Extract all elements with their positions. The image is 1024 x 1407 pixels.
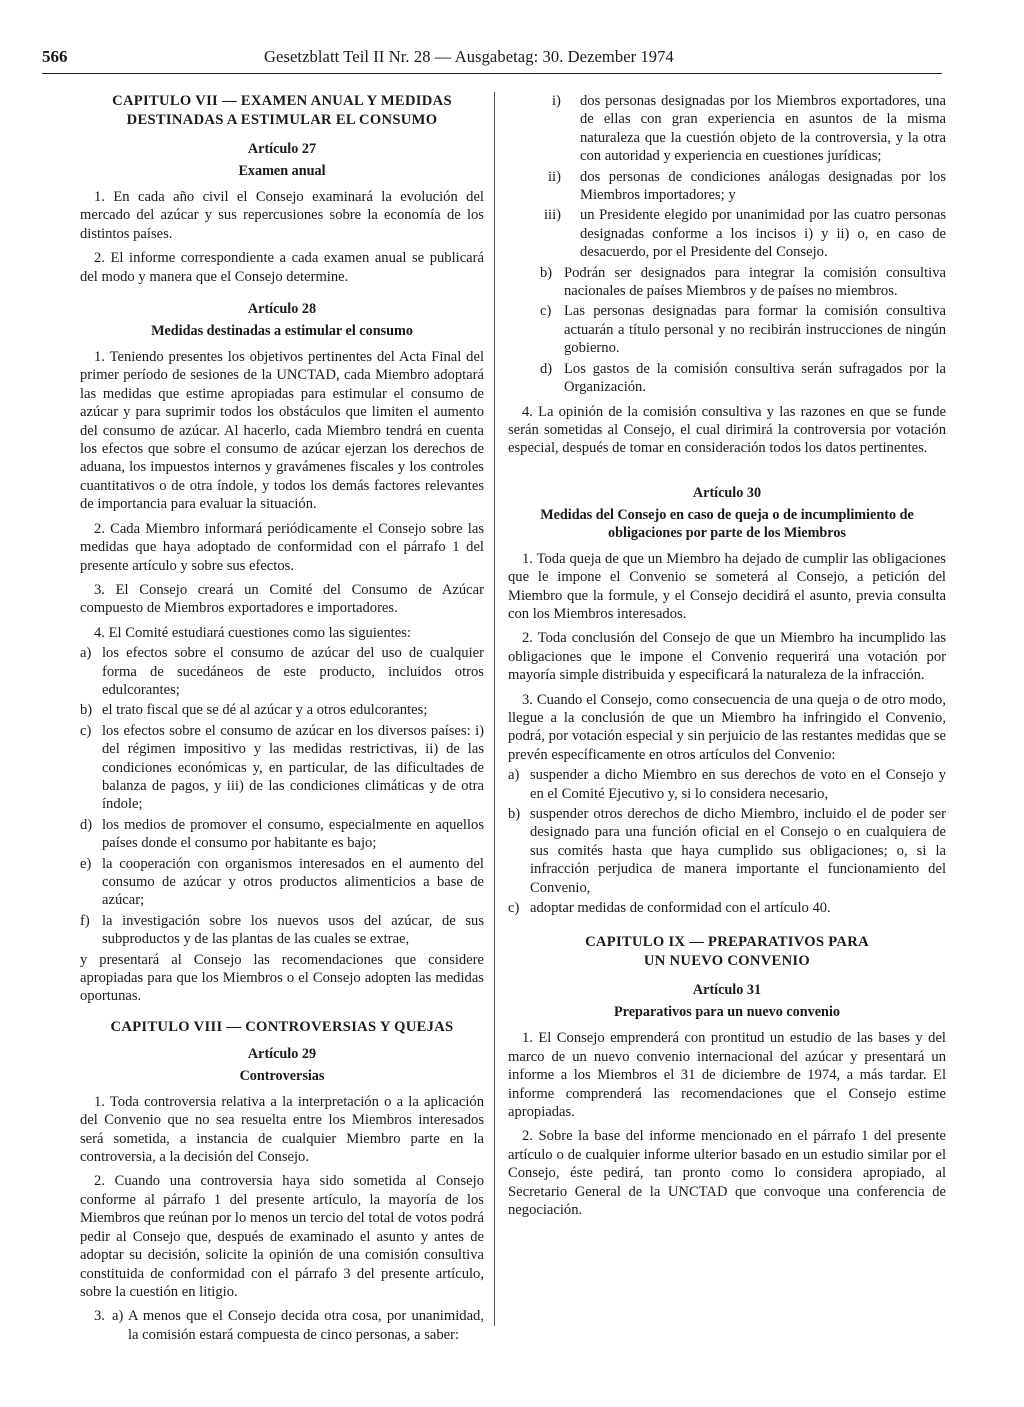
list-text: dos personas de condiciones análogas designadas por los Miembros importadores; y	[580, 168, 946, 204]
list-text: Los gastos de la comisión consultiva serán sufragados por la Organización.	[564, 360, 946, 396]
list-text: Podrán ser designados para integrar la comisión consultiva nacionales de países Miembros y de países no miembros.	[564, 264, 946, 300]
paragraph: 1. Toda queja de que un Miembro ha dejado de cumplir las obligaciones que le impone el Convenio se someterá al Consejo, a petición del Miembro que la formule, y el Consejo decidirá el asunto, previa consulta con los Miembros interesados.	[508, 550, 946, 622]
list-item	[80, 816, 484, 853]
list-label: a)	[80, 645, 92, 662]
list-item	[508, 302, 946, 357]
article-31-title: Artículo 31	[692, 982, 762, 999]
list-text: Las personas designadas para formar la comisión consultiva actuarán a título personal y no recibirán instrucciones de ningún gobierno.	[564, 303, 946, 357]
list-label: a)	[508, 767, 520, 784]
page-header	[42, 47, 942, 74]
paragraph: 2. Cuando una controversia haya sido sometida al Consejo conforme al párrafo 1 del presente artículo, la mayoría de los Miembros que reúnan por lo menos un tercio del total de votos podrá pedir al Consejo que, después de examinado el asunto y antes de adoptar su decisión, solicite la opinión de una comisión consultiva constituida de conformidad con el párrafo 3 del presente artículo, sobre la cuestión en litigio.	[80, 1173, 484, 1300]
list-item	[508, 168, 946, 205]
paragraph: 4. El Comité estudiará cuestiones como las siguientes:	[94, 624, 411, 641]
article-28-subtitle: Medidas destinadas a estimular el consumo	[151, 323, 413, 340]
paragraph: 3. Cuando el Consejo, como consecuencia de una queja o de otro modo, llegue a la conclusión de que un Miembro ha infringido el Convenio, podrá, por votación especial y sin perjuicio de las restantes medidas que se prevén específicamente en otros artículos del Convenio:	[508, 691, 946, 763]
paragraph: 4. La opinión de la comisión consultiva y las razones en que se funde serán sometidas al Consejo, el cual dirimirá la controversia por votación especial, después de tomar en consideración todos los datos pertinentes.	[508, 403, 946, 457]
list-text: A menos que el Consejo decida otra cosa, por unanimidad, la comisión estará compuesta de cinco personas, a saber:	[128, 1308, 484, 1343]
paragraph: 1. Teniendo presentes los objetivos pertinentes del Acta Final del primer período de sesiones de la UNCTAD, cada Miembro adoptará las medidas que estime apropiadas para estimular el consumo de azúcar y para suprimir todos los obstáculos que limiten el aumento del consumo de azúcar. Al hacerlo, cada Miembro tendrá en cuenta los efectos que sobre el consumo de azúcar ejerzan los derechos de aduana, los impuestos internos y gravámenes fiscales y los controles cuantitativos o de otra índole, y todos los demás factores relevantes de importancia para evaluar la situación.	[80, 349, 484, 513]
chapter-8-heading: CAPITULO VIII — CONTROVERSIAS Y QUEJAS	[110, 1018, 454, 1035]
list-label: c)	[540, 303, 552, 320]
paragraph: 1. Toda controversia relativa a la interpretación o a la aplicación del Convenio que no sea resuelta entre los Miembros interesados será sometida, a instancia de cualquier Miembro parte en la controversia, a la decisión del Consejo.	[80, 1093, 484, 1166]
paragraph: 2. El informe correspondiente a cada examen anual se publicará del modo y manera que el Consejo determine.	[80, 250, 484, 285]
list-item	[508, 766, 946, 803]
list-item	[508, 360, 946, 397]
list-label: a)	[112, 1308, 124, 1325]
paragraph: 3. El Consejo creará un Comité del Consumo de Azúcar compuesto de Miembros exportadores e importadores.	[80, 581, 484, 617]
list-label: e)	[80, 855, 92, 872]
list-item	[80, 701, 484, 719]
list-item	[508, 899, 946, 917]
paragraph-number: 3.	[94, 1308, 105, 1325]
list-label: i)	[552, 93, 561, 109]
article-29-subtitle: Controversias	[239, 1067, 325, 1084]
article-27-subtitle: Examen anual	[238, 163, 326, 179]
page-number: 566	[42, 47, 68, 66]
list-item	[80, 912, 484, 949]
list-text: un Presidente elegido por unanimidad por las cuatro personas designadas conforme a los incisos i) y ii) o, en caso de desacuerdo, por el Presidente del Consejo.	[580, 207, 946, 261]
article-28-title: Artículo 28	[247, 301, 317, 318]
article-31-subtitle: Preparativos para un nuevo convenio	[614, 1004, 840, 1021]
article-30-subtitle: Medidas del Consejo en caso de queja o de incumplimiento de obligaciones por parte de los Miembros	[540, 506, 914, 541]
list-label: b)	[540, 264, 553, 281]
list-item	[508, 206, 946, 261]
list-item	[80, 722, 484, 814]
list-text: adoptar medidas de conformidad con el artículo 40.	[530, 900, 831, 917]
list-text: suspender a dicho Miembro en sus derechos de voto en el Consejo y en el Comité Ejecutivo y, si lo considera necesario,	[530, 767, 946, 802]
list-label: d)	[540, 360, 553, 377]
list-label: c)	[80, 722, 92, 739]
list-text: la investigación sobre los nuevos usos del azúcar, de sus subproductos y de las plantas de las cuales se extrae,	[102, 912, 484, 948]
list-item	[80, 644, 484, 699]
list-label: c)	[508, 900, 520, 917]
paragraph: 1. El Consejo emprenderá con prontitud un estudio de las bases y del marco de un nuevo convenio internacional del azúcar y presentará un informe a los Miembros el 31 de diciembre de 1974, a más tardar. El informe comprenderá las recomendaciones que el Consejo estime apropiadas.	[508, 1030, 946, 1121]
list-label: b)	[508, 806, 521, 822]
article-30-title: Artículo 30	[692, 484, 762, 501]
list-text: los medios de promover el consumo, especialmente en aquellos países donde el consumo por habitante es bajo;	[102, 816, 484, 852]
list-label: f)	[80, 912, 90, 929]
paragraph: 2. Toda conclusión del Consejo de que un Miembro ha incumplido las obligaciones que le impone el Convenio requerirá una votación por mayoría simple distribuida y especificará la naturaleza de la infracción.	[508, 630, 946, 684]
list-label: d)	[80, 816, 93, 833]
column-divider	[494, 92, 495, 1326]
list-item	[508, 264, 946, 301]
paragraph: 1. En cada año civil el Consejo examinará la evolución del mercado del azúcar y sus repercusiones sobre la economía de los distintos países.	[80, 189, 484, 242]
list-text: los efectos sobre el consumo de azúcar en los diversos países: i) del régimen impositivo y las medidas restrictivas, ii) de las condiciones económicas y, en particular, de las dificultades de balanza de pagos, y iii) de las condiciones climáticas y de otra índole;	[102, 722, 484, 813]
left-column	[80, 92, 484, 1346]
article-29-title: Artículo 29	[247, 1045, 317, 1062]
list-label: ii)	[548, 168, 561, 185]
right-column	[508, 92, 946, 1226]
paragraph: 2. Sobre la base del informe mencionado en el párrafo 1 del presente artículo o de cualquier informe ulterior basado en un estudio similar por el Consejo, éste pedirá, tan pronto como lo considera apropiado, al Secretario General de la UNCTAD que convoque una conferencia de negociación.	[508, 1128, 946, 1219]
list-item	[508, 805, 946, 897]
chapter-9-heading: CAPITULO IX — PREPARATIVOS PARA UN NUEVO CONVENIO	[585, 934, 869, 970]
list-text: la cooperación con organismos interesados en el aumento del consumo de azúcar y otros productos alimenticios a base de azúcar;	[102, 855, 484, 909]
list-text: los efectos sobre el consumo de azúcar del uso de cualquier forma de sucedáneos de este producto, incluidos otros edulcorantes;	[102, 645, 484, 698]
paragraph: 2. Cada Miembro informará periódicamente el Consejo sobre las medidas que haya adoptado de conformidad con el párrafo 1 del presente artículo y sobre sus efectos.	[80, 520, 484, 574]
list-label: b)	[80, 702, 93, 719]
list-item	[508, 92, 946, 166]
list-text: dos personas designadas por los Miembros exportadores, una de ellas con gran experiencia en asuntos de la misma naturaleza que la cuestión objeto de la controversia, y la otra con autoridad y experiencia en cuestiones jurídicas;	[580, 93, 946, 165]
chapter-7-heading: CAPITULO VII — EXAMEN ANUAL Y MEDIDAS DESTINADAS A ESTIMULAR EL CONSUMO	[112, 93, 452, 128]
article-27-title: Artículo 27	[247, 141, 317, 157]
list-item	[80, 1307, 484, 1344]
list-text: suspender otros derechos de dicho Miembro, incluido el de poder ser designado para una función oficial en el Consejo o en cualquiera de sus comités hasta que haya cumplido sus obligaciones; o, si la infracción perjudica de manera importante el funcionamiento del Convenio,	[530, 806, 946, 896]
list-item	[80, 855, 484, 910]
list-label: iii)	[544, 207, 562, 224]
paragraph: y presentará al Consejo las recomendaciones que considere apropiadas para que los Miembros o el Consejo adopten las medidas oportunas.	[80, 951, 484, 1005]
running-head: Gesetzblatt Teil II Nr. 28 — Ausgabetag: 30. Dezember 1974	[264, 47, 674, 66]
list-text: el trato fiscal que se dé al azúcar y a otros edulcorantes;	[102, 702, 428, 719]
